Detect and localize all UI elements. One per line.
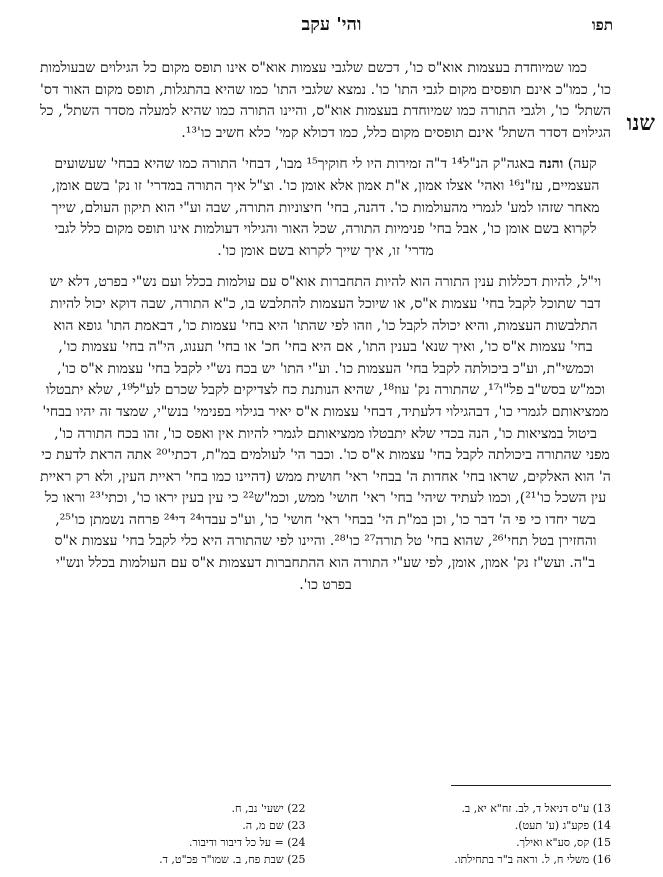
footnote: 24) = על כל דיבור ודיבור.: [188, 836, 306, 849]
margin-section-marker: שנו: [626, 110, 655, 136]
footnote: 25) שבת פח, ב. שמו"ר פכ"ט, ד.: [159, 853, 306, 866]
running-title: והי' עקב: [301, 14, 362, 35]
paragraph-text: כמו שמיוחדת בעצמות אוא"ס כו', דכשם שלגבי עצמות אוא"ס אינו תופס מקום כל הגילוים שבעולמות כו', כמו"כ אינם תופסים מקום לגבי התו' כו'. נמצא שלגבי התו' כמו שהיא בהתגלות, תופס מקום האור דס' השתל' כו', ולגבי התורה כמו שמיוחדת בעצמות אוא"ס, והיינו התורה כמו שהיא למעלה מסדר השתל', כל הגילוים דסדר השתל' אינם תופסים מקום כלל, כמו דכולא קמי' כלא חשיב כו'¹³.: [40, 60, 611, 141]
paragraph-text: וי"ל, להיות דכללות ענין התורה הוא להיות התחברות אוא"ס עם עולמות בכלל ועם נש"י בפרט, דלא יש דבר שתוכל לקבל בחי' עצמות א"ס, או שיוכל העצמות להתלבש בו, כ"א התורה, שבה דוקא יכול להיות התלבשות העצמות, והיא יכולה לקבל כו', וזהו לפי שהתו' היא בחי' עצמות כו', דבאמת התו' גופא הוא בחי' עצמות א"ס כו', ואיך שנא' בענין התו', אם היא בחי' חכ' או בחי' תענוג, הי"ה בחי' עצמות כו', וכמשי"ת, וע"כ ביכולתה לקבל בחי' העצמות כו'. וע"י התו' יש בכח נש"י לקבל בחי' עצמות א"ס כו', וכמ"ש בסש"ב פל"ו¹⁷, שהתורה נק' עוז¹⁸, שהיא הנותנת כח לצדיקים לקבל שכרם לע"ל¹⁹, שלא יתבטלו ממציאותם לגמרי כו', דבהגילוי דלעתיד, דבחי' עצמות א"ס יאיר בגילוי בפנימי' בנש"י, שמצד זה יהיו בבחי' ביטול במציאות כו', הנה בכדי שלא יתבטלו ממציאותם לגמרי להיות אין ואפס כו', זהו בכח התורה כו', מפני שהתורה ביכולתה לקבל בחי' עצמות א"ס כו'. וכבר הי' לעולמים במ"ת, דכתי'²⁰ אתה הראת לדעת כי ה' הוא האלקים, שראו בחי' אחדות ה' בבחי' ראי' חושית ממש (דהיינו כמו בחי' ראיית העין, ולא רק ראיית עין השכל כו'²¹), וכמו לעתיד שיהי' בחי' ראי' חושי' ממש, וכמ"ש²² כי עין בעין יראו כו', וכתי'²³ וראו כל בשר יחדו כי פי ה' דבר כו', וכן במ"ת הי' בבחי' ראי' חושי' כו', וע"כ עבדו²⁴ די²⁴ פרחה נשמתן כו'²⁵, והחזירן בטל תחי'²⁶, שהוא בחי' טל תורה²⁷ כו'²⁸. והיינו לפי שהתורה היא כלי לקבל בחי' עצמות א"ס ב"ה. ועש"ז נק' אמון, אומן, לפי שע"י התורה הוא ההתחברות דעצמות א"ס עם העולמות בכלל ונש"י בפרט כו'.: [40, 274, 611, 593]
paragraph-3: [40, 272, 611, 596]
footnote: 13) ע"ס דניאל ד, לב. זח"א יא, ב.: [461, 802, 611, 815]
paragraph-2: [40, 154, 611, 262]
paragraph-text: באגה"ק הנ"ל¹⁴ ד"ה זמירות היו לי חוקיך¹⁵ מבו', דבחי' התורה כמו שהיא בבחי' שעשועים העצמיים, עז"נ¹⁶ ואהי' אצלו אמון, א"ת אמון אלא אומן כו'. וצ"ל איך התורה במדרי' זו נק' בשם אומן, מאחר שזהו למע' לגמרי מהעולמות כו'. דהנה, בחי' חיצוניות התורה, שבה וע"י הוא תיקון העולם, שייך לקרוא בשם אומן כו', אבל בחי' פנימיות התורה, שכל האור והגילוי דעולמות אינו תופס מקום כלל לגבי מדרי' זו, איך שייך לקרוא בשם אומן כו'.: [51, 156, 600, 259]
page-number: תפו: [591, 16, 613, 34]
main-text: [40, 58, 611, 606]
footnote: 16) משלי ח, ל. וראה ב"ר בתחילתו.: [454, 853, 611, 866]
footnote: 15) קס, סע"א ואילך.: [516, 836, 611, 849]
footnote: 22) ישעי' נב, ח.: [231, 802, 306, 815]
paragraph-lead-word: והנה: [539, 156, 564, 173]
footnote: 23) שם מ, ה.: [242, 819, 306, 832]
footnote-column-left: [40, 800, 306, 868]
footnote-column-right: [346, 800, 612, 868]
paragraph-1: [40, 58, 611, 144]
page-header: [20, 14, 643, 38]
footnote-separator: [451, 785, 611, 786]
footnotes: [40, 800, 611, 868]
paragraph-number: קעה): [567, 156, 597, 173]
footnote: 14) פקע"ג (ע' תעט).: [514, 819, 611, 832]
